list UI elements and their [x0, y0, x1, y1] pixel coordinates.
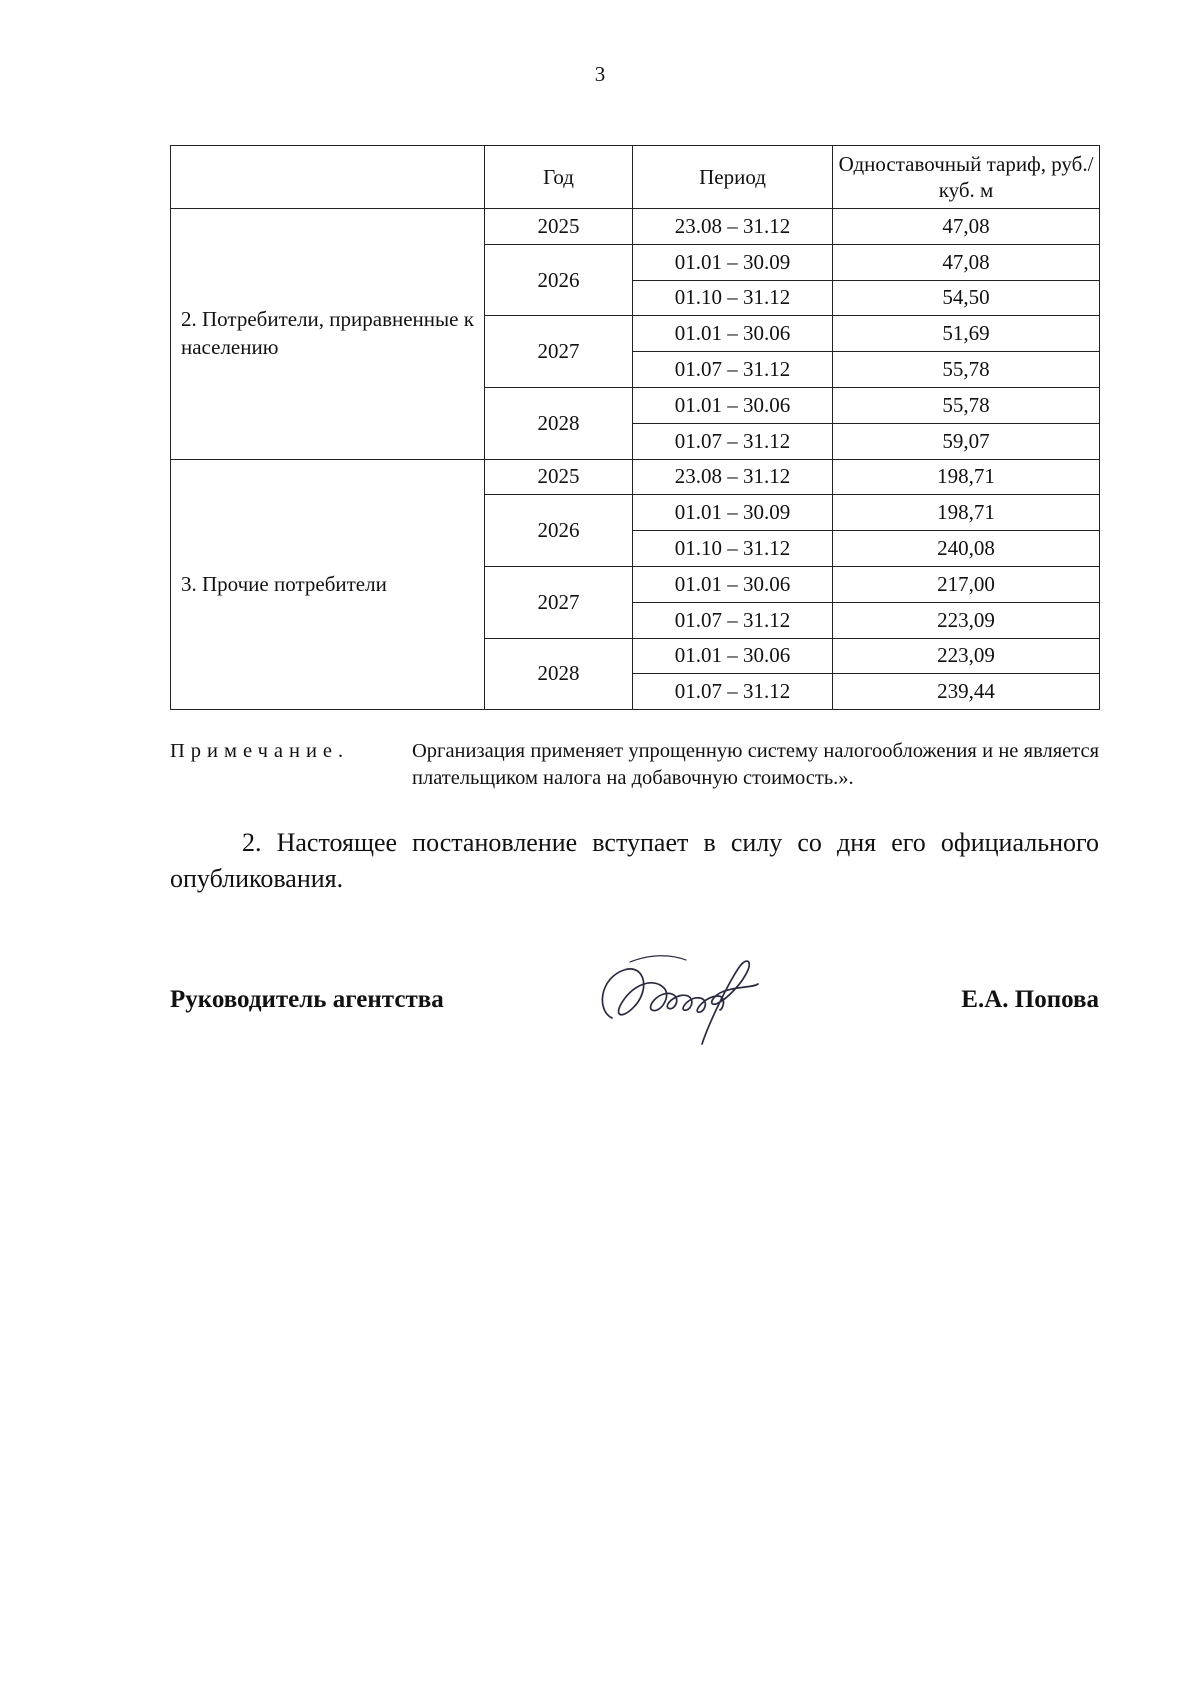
period-cell: 01.07 – 31.12	[633, 674, 833, 710]
table-row	[171, 209, 1100, 245]
tariff-cell: 55,78	[833, 387, 1100, 423]
tariff-cell: 47,08	[833, 209, 1100, 245]
year-cell: 2026	[485, 244, 633, 316]
note-label: Примечание.	[170, 740, 350, 762]
year-cell: 2027	[485, 566, 633, 638]
tariff-cell: 54,50	[833, 280, 1100, 316]
handwritten-signature	[590, 940, 770, 1050]
header-category	[171, 146, 485, 209]
category-cell: 2. Потребители, приравненные к населению	[171, 209, 485, 460]
tariff-cell: 217,00	[833, 566, 1100, 602]
period-cell: 01.07 – 31.12	[633, 352, 833, 388]
tariff-cell: 240,08	[833, 531, 1100, 567]
period-cell: 01.10 – 31.12	[633, 531, 833, 567]
tariff-cell: 223,09	[833, 638, 1100, 674]
table-body	[171, 209, 1100, 710]
tariff-cell: 239,44	[833, 674, 1100, 710]
tariff-cell: 59,07	[833, 423, 1100, 459]
tariff-cell: 51,69	[833, 316, 1100, 352]
header-period: Период	[633, 146, 833, 209]
period-cell: 01.07 – 31.12	[633, 423, 833, 459]
year-cell: 2028	[485, 387, 633, 459]
header-tariff: Одноставочный тариф, руб./куб. м	[833, 146, 1100, 209]
period-cell: 01.01 – 30.06	[633, 566, 833, 602]
period-cell: 23.08 – 31.12	[633, 459, 833, 495]
category-cell: 3. Прочие потребители	[171, 459, 485, 710]
tariff-cell: 47,08	[833, 244, 1100, 280]
year-cell: 2025	[485, 209, 633, 245]
tariff-table	[170, 145, 1100, 710]
year-cell: 2025	[485, 459, 633, 495]
signatory-name: Е.А. Попова	[961, 986, 1099, 1013]
period-cell: 01.01 – 30.06	[633, 316, 833, 352]
table-row	[171, 459, 1100, 495]
period-cell: 01.01 – 30.09	[633, 495, 833, 531]
tariff-cell: 198,71	[833, 495, 1100, 531]
page-number: 3	[594, 62, 606, 86]
period-cell: 01.01 – 30.06	[633, 638, 833, 674]
tariff-cell: 223,09	[833, 602, 1100, 638]
tariff-cell: 55,78	[833, 352, 1100, 388]
period-cell: 01.07 – 31.12	[633, 602, 833, 638]
period-cell: 23.08 – 31.12	[633, 209, 833, 245]
year-cell: 2027	[485, 316, 633, 388]
period-cell: 01.10 – 31.12	[633, 280, 833, 316]
period-cell: 01.01 – 30.06	[633, 387, 833, 423]
period-cell: 01.01 – 30.09	[633, 244, 833, 280]
year-cell: 2028	[485, 638, 633, 710]
table-header-row	[171, 146, 1100, 209]
signatory-title: Руководитель агентства	[170, 986, 444, 1013]
tariff-cell: 198,71	[833, 459, 1100, 495]
clause-2-paragraph: 2. Настоящее постановление вступает в силу со дня его официального опубликования.	[170, 828, 1099, 893]
year-cell: 2026	[485, 495, 633, 567]
header-year: Год	[485, 146, 633, 209]
note-text: Организация применяет упрощенную систему налогообложения и не является плательщиком налога на добавочную стоимость.».	[412, 740, 1099, 789]
